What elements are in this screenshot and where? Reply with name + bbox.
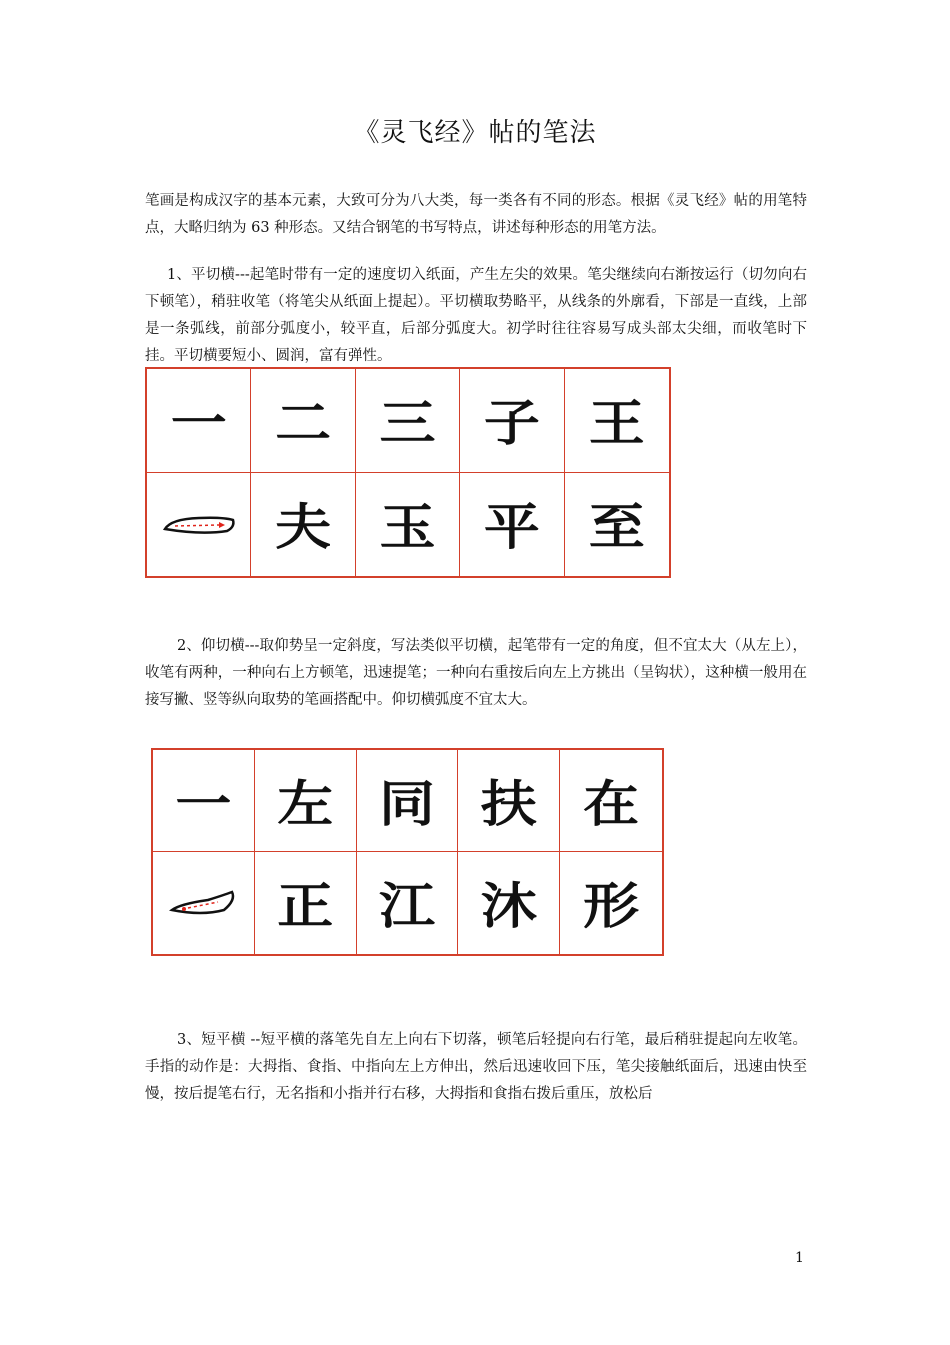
grid2-cell <box>153 750 255 852</box>
grid1-cell <box>565 473 669 577</box>
grid2-cell <box>458 852 560 954</box>
character: 王 <box>588 395 645 453</box>
character: 正 <box>277 878 334 936</box>
grid1-cell <box>356 473 460 577</box>
character-grid-1 <box>145 367 671 578</box>
grid2-cell <box>560 852 662 954</box>
grid1-cell <box>147 473 251 577</box>
character: 同 <box>378 775 435 834</box>
page-title: 《灵飞经》帖的笔法 <box>353 118 597 148</box>
character-grid-2 <box>151 748 664 956</box>
grid1-cell <box>251 369 355 473</box>
grid2-cell <box>255 852 357 954</box>
grid2-cell <box>255 750 357 852</box>
character: 三 <box>379 395 436 453</box>
character: 一 <box>175 775 232 834</box>
character: 夫 <box>275 499 332 557</box>
section-3-text: 3、短平横 --短平横的落笔先自左上向右下切落，顿笔后轻提向右行笔，最后稍驻提起向左收笔。手指的动作是：大拇指、食指、中指向左上方伸出，然后迅速收回下压，笔尖接触纸面后，迅速由快至慢，按后提笔右行，无名指和小指并行右移，大拇指和食指右拨后重压，放松后 <box>145 1032 807 1102</box>
grid2-cell <box>153 852 255 954</box>
section-1-text: 1、平切横---起笔时带有一定的速度切入纸面，产生左尖的效果。笔尖继续向右渐按运行（切勿向右下顿笔），稍驻收笔（将笔尖从纸面上提起）。平切横取势略平，从线条的外廓看，下部是一直线，上部是一条弧线，前部分弧度小，较平直，后部分弧度大。初学时往往容易写成头部太尖细，而收笔时下挂。平切横要短小、圆润，富有弹性。 <box>145 267 807 364</box>
grid1-cell <box>460 369 564 473</box>
character: 玉 <box>379 499 436 557</box>
grid1-cell <box>460 473 564 577</box>
character: 在 <box>583 775 640 834</box>
grid2-cell <box>357 750 459 852</box>
upward-stroke-diagram-icon <box>168 888 238 918</box>
grid2-cell <box>560 750 662 852</box>
grid1-cell <box>565 369 669 473</box>
character: 沐 <box>480 878 537 936</box>
character: 一 <box>170 395 227 453</box>
character: 江 <box>378 878 435 936</box>
character: 二 <box>275 395 332 453</box>
character: 平 <box>483 499 540 557</box>
section-2-text: 2、仰切横---取仰势呈一定斜度，写法类似平切横，起笔带有一定的角度，但不宜太大（从左上），收笔有两种，一种向右上方顿笔，迅速提笔；一种向右重按后向左上方挑出（呈钩状），这种横一般用在接写撇、竖等纵向取势的笔画搭配中。仰切横弧度不宜太大。 <box>145 638 807 708</box>
grid2-cell <box>458 750 560 852</box>
grid2-cell <box>357 852 459 954</box>
character: 至 <box>588 499 645 557</box>
flat-stroke-diagram-icon <box>161 511 237 537</box>
character: 形 <box>583 878 640 936</box>
character: 子 <box>483 395 540 453</box>
character: 左 <box>277 775 334 834</box>
grid1-cell <box>251 473 355 577</box>
grid1-cell <box>147 369 251 473</box>
character: 扶 <box>480 775 537 834</box>
intro-paragraph: 笔画是构成汉字的基本元素，大致可分为八大类，每一类各有不同的形态。根据《灵飞经》帖的用笔特点，大略归纳为 63 种形态。又结合钢笔的书写特点，讲述每种形态的用笔方法。 <box>145 193 807 236</box>
page-number: 1 <box>795 1250 804 1266</box>
grid1-cell <box>356 369 460 473</box>
